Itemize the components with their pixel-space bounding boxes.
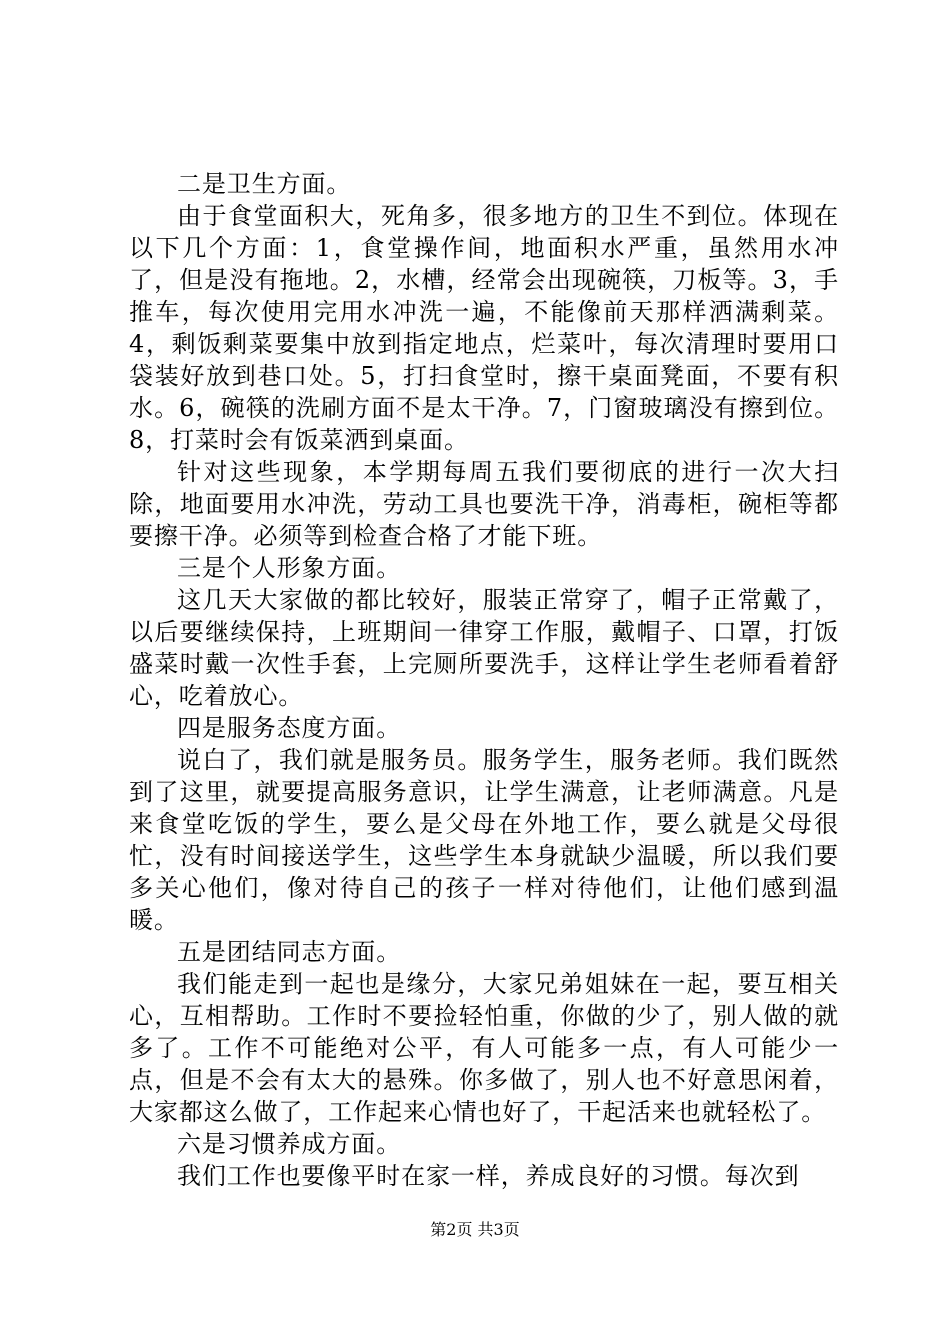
paragraph-hygiene-measures: 针对这些现象，本学期每周五我们要彻底的进行一次大扫除，地面要用水冲洗，劳动工具也要洗干净，消毒柜，碗柜等都要擦干净。必须等到检查合格了才能下班。 xyxy=(129,458,839,550)
section-heading-personal-image: 三是个人形象方面。 xyxy=(177,554,402,582)
paragraph-hygiene-issues: 由于食堂面积大，死角多，很多地方的卫生不到位。体现在以下几个方面：1，食堂操作间，地面积水严重，虽然用水冲了，但是没有拖地。2，水槽，经常会出现碗筷，刀板等。3，手推车，每次使用完用水冲洗一遍，不能像前天那样洒满剩菜。4，剩饭剩菜要集中放到指定地点，烂菜叶，每次清理时要用口袋装好放到巷口处。5，打扫食堂时，擦干桌面凳面，不要有积水。6，碗筷的洗刷方面不是太干净。7，门窗玻璃没有擦到位。8，打菜时会有饭菜洒到桌面。 xyxy=(129,202,839,454)
paragraph-unity: 我们能走到一起也是缘分，大家兄弟姐妹在一起，要互相关心，互相帮助。工作时不要捡轻怕重，你做的少了，别人做的就多了。工作不可能绝对公平，有人可能多一点，有人可能少一点，但是不会有太大的悬殊。你多做了，别人也不好意思闲着，大家都这么做了，工作起来心情也好了，干起活来也就轻松了。 xyxy=(129,970,839,1126)
section-heading-hygiene: 二是卫生方面。 xyxy=(177,170,352,198)
paragraph-service-attitude: 说白了，我们就是服务员。服务学生，服务老师。我们既然到了这里，就要提高服务意识，让学生满意，让老师满意。凡是来食堂吃饭的学生，要么是父母在外地工作，要么就是父母很忙，没有时间接送学生，这些学生本身就缺少温暖，所以我们要多关心他们，像对待自己的孩子一样对待他们，让他们感到温暖。 xyxy=(129,746,839,934)
document-body xyxy=(129,168,839,1192)
paragraph-habits: 我们工作也要像平时在家一样，养成良好的习惯。每次到 xyxy=(177,1162,800,1190)
section-heading-unity: 五是团结同志方面。 xyxy=(177,938,402,966)
paragraph-personal-image: 这几天大家做的都比较好，服装正常穿了，帽子正常戴了，以后要继续保持，上班期间一律穿工作服，戴帽子、口罩，打饭盛菜时戴一次性手套，上完厕所要洗手，这样让学生老师看着舒心，吃着放心。 xyxy=(129,586,839,710)
section-heading-service-attitude: 四是服务态度方面。 xyxy=(177,714,402,742)
page-footer: 第2页 共3页 xyxy=(430,1220,520,1239)
section-heading-habits: 六是习惯养成方面。 xyxy=(177,1130,402,1158)
